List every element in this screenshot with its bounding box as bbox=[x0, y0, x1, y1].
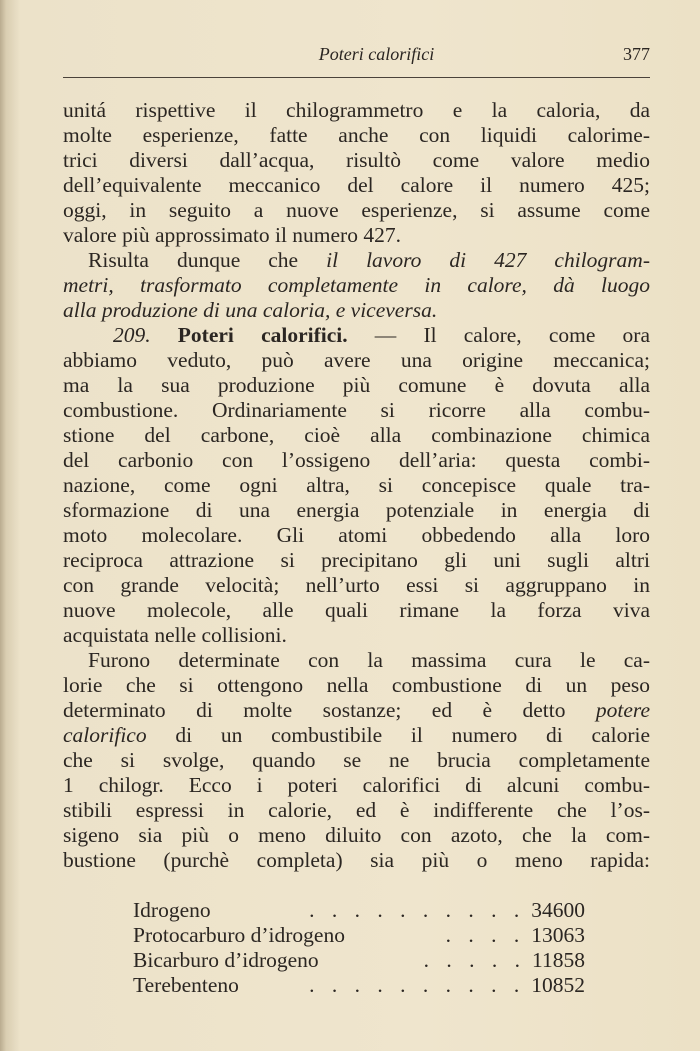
text-line bbox=[63, 348, 650, 373]
text-segment: oggi, in seguito a nuove esperienze, si assume come bbox=[63, 198, 650, 222]
italic-text: 209. bbox=[113, 323, 178, 347]
text-line bbox=[63, 598, 650, 623]
text-segment: nuove molecole, alle quali rimane la forza viva bbox=[63, 598, 650, 622]
text-segment: dell’equivalente meccanico del calore il numero 425; bbox=[63, 173, 650, 197]
text-segment: abbiamo veduto, può avere una origine meccanica; bbox=[63, 348, 650, 372]
section-heading: Poteri calorifici. bbox=[177, 323, 348, 347]
text-line bbox=[63, 823, 650, 848]
text-segment: nazione, come ogni altra, si concepisce quale tra- bbox=[63, 473, 650, 497]
text-segment: Risulta dunque che bbox=[88, 248, 327, 272]
text-line bbox=[63, 748, 650, 773]
leader-dots: . . . . . . . . . . bbox=[309, 898, 526, 922]
text-segment: combustione. Ordinariamente si ricorre alla combu- bbox=[63, 398, 650, 422]
text-segment: determinato di molte sostanze; ed è detto bbox=[63, 698, 596, 722]
text-segment: con grande velocità; nell’urto essi si aggruppano in bbox=[63, 573, 650, 597]
text-line bbox=[63, 648, 650, 673]
text-line bbox=[63, 273, 650, 298]
leader-dots: . . . . . . . . . . bbox=[309, 973, 526, 997]
text-line bbox=[63, 673, 650, 698]
table-row bbox=[133, 923, 585, 948]
text-segment: lorie che si ottengono nella combustione di un peso bbox=[63, 673, 650, 697]
italic-text: calorifico bbox=[63, 723, 147, 747]
text-segment: sformazione di una energia potenziale in energia di bbox=[63, 498, 650, 522]
text-line bbox=[63, 173, 650, 198]
text-line bbox=[63, 848, 650, 873]
text-segment: acquistata nelle collisioni. bbox=[63, 623, 287, 647]
text-segment: stione del carbone, cioè alla combinazione chimica bbox=[63, 423, 650, 447]
text-segment: valore più approssimato il numero 427. bbox=[63, 223, 401, 247]
text-segment: ma la sua produzione più comune è dovuta alla bbox=[63, 373, 650, 397]
text-segment: del carbonio con l’ossigeno dell’aria: questa combi- bbox=[63, 448, 650, 472]
substance-name: Idrogeno bbox=[133, 898, 211, 922]
calorific-value: 13063 bbox=[531, 923, 585, 947]
text-line bbox=[63, 523, 650, 548]
text-segment: moto molecolare. Gli atomi obbedendo alla loro bbox=[63, 523, 650, 547]
text-segment: di un combustibile il numero di calorie bbox=[146, 723, 650, 747]
text-line bbox=[63, 573, 650, 598]
text-line bbox=[63, 298, 650, 323]
text-segment: reciproca attrazione si precipitano gli uni sugli altri bbox=[63, 548, 650, 572]
leader-dots: . . . . . bbox=[423, 948, 527, 972]
running-title: Poteri calorifici bbox=[318, 44, 435, 64]
substance-name: Terebenteno bbox=[133, 973, 239, 997]
italic-text: alla produzione di una caloria, e viceversa. bbox=[63, 298, 438, 322]
text-line bbox=[63, 448, 650, 473]
table-row bbox=[133, 898, 585, 923]
calorific-values-table bbox=[133, 898, 585, 998]
text-line bbox=[63, 373, 650, 398]
text-line bbox=[63, 548, 650, 573]
text-line bbox=[63, 148, 650, 173]
text-line bbox=[63, 98, 650, 123]
running-header bbox=[63, 44, 650, 70]
text-segment: sigeno sia più o meno diluito con azoto, che la com- bbox=[63, 823, 650, 847]
text-segment: — Il calore, come ora bbox=[347, 323, 650, 347]
table-row bbox=[133, 973, 585, 998]
text-line bbox=[63, 773, 650, 798]
page-number: 377 bbox=[623, 44, 650, 64]
text-line bbox=[63, 323, 650, 348]
text-line bbox=[63, 123, 650, 148]
text-line bbox=[63, 248, 650, 273]
text-line bbox=[63, 498, 650, 523]
italic-text: potere bbox=[595, 698, 650, 722]
calorific-value: 11858 bbox=[532, 948, 585, 972]
italic-text: metri, trasformato completamente in calore, dà luogo bbox=[63, 273, 650, 297]
text-segment: bustione (purchè completa) sia più o meno rapida: bbox=[63, 848, 650, 872]
calorific-value: 10852 bbox=[531, 973, 585, 997]
text-line bbox=[63, 473, 650, 498]
text-segment: stibili espressi in calorie, ed è indifferente che l’os- bbox=[63, 798, 650, 822]
text-line bbox=[63, 423, 650, 448]
leader-dots: . . . . bbox=[445, 923, 526, 947]
text-segment: Furono determinate con la massima cura le ca- bbox=[88, 648, 650, 672]
text-segment: unitá rispettive il chilogrammetro e la caloria, da bbox=[63, 98, 650, 122]
text-line bbox=[63, 798, 650, 823]
substance-name: Protocarburo d’idrogeno bbox=[133, 923, 345, 947]
text-line bbox=[63, 198, 650, 223]
header-rule bbox=[63, 77, 650, 78]
text-segment: che si svolge, quando se ne brucia completamente bbox=[63, 748, 650, 772]
table-row bbox=[133, 948, 585, 973]
text-line bbox=[63, 398, 650, 423]
text-segment: molte esperienze, fatte anche con liquidi calorime- bbox=[63, 123, 650, 147]
text-segment: trici diversi dall’acqua, risultò come valore medio bbox=[63, 148, 650, 172]
italic-text: il lavoro di 427 chilogram- bbox=[326, 248, 650, 272]
text-segment: 1 chilogr. Ecco i poteri calorifici di alcuni combu- bbox=[63, 773, 650, 797]
text-line bbox=[63, 723, 650, 748]
body-text bbox=[63, 98, 650, 873]
text-line bbox=[63, 623, 650, 648]
text-line bbox=[63, 223, 650, 248]
substance-name: Bicarburo d’idrogeno bbox=[133, 948, 319, 972]
text-line bbox=[63, 698, 650, 723]
calorific-value: 34600 bbox=[531, 898, 585, 922]
